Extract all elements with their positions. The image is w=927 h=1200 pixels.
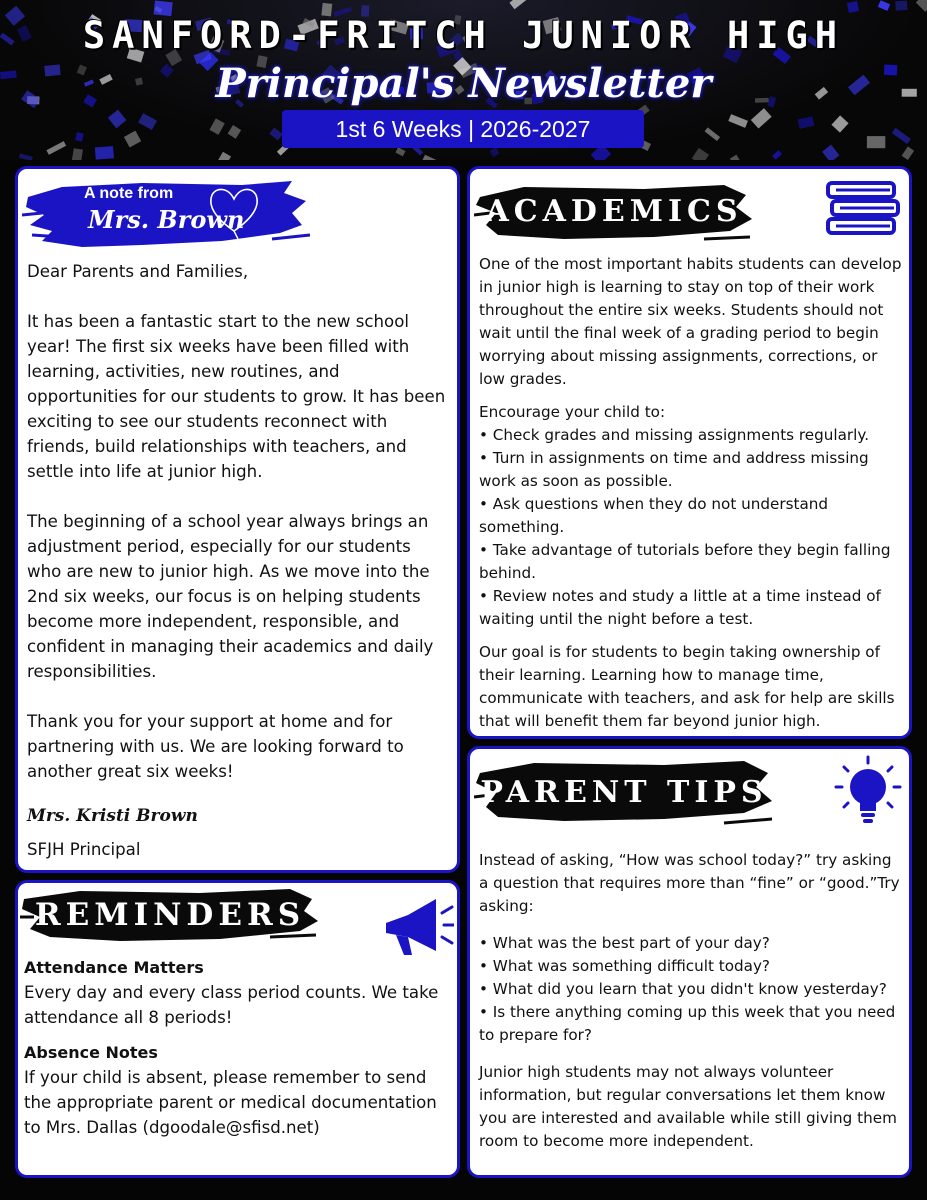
confetti-piece: [878, 0, 890, 11]
letter-paragraph-3: Thank you for your support at home and for partnering with us. We are looking forward to another great six weeks!: [27, 712, 404, 781]
note-author: Mrs. Brown: [88, 205, 245, 234]
school-name: SANFORD-FRITCH JUNIOR HIGH: [82, 14, 845, 57]
academics-encourage: Encourage your child to:: [479, 403, 666, 421]
confetti-piece: [95, 146, 114, 159]
academics-panel: [467, 166, 912, 739]
reminder-heading-1: Attendance Matters: [24, 958, 204, 977]
term-label: 1st 6 Weeks | 2026-2027: [335, 115, 591, 142]
confetti-piece: [138, 113, 157, 130]
reminder-heading-2: Absence Notes: [24, 1043, 158, 1062]
confetti-piece: [751, 108, 772, 128]
tips-intro: Instead of asking, “How was school today?” try asking a question that requires more than “fine” or “good.”Try asking:: [479, 851, 900, 915]
confetti-piece: [490, 147, 500, 157]
reminders-panel: [15, 880, 460, 1178]
confetti-piece: [772, 150, 782, 160]
confetti-piece: [831, 115, 848, 132]
confetti-piece: [509, 0, 528, 9]
megaphone-icon: [378, 893, 454, 959]
lightbulb-icon: [832, 753, 904, 833]
reminders-title: REMINDERS: [34, 897, 306, 933]
academics-title: ACADEMICS: [485, 193, 743, 229]
confetti-piece: [395, 147, 405, 156]
confetti-piece: [75, 132, 84, 141]
confetti-piece: [72, 148, 83, 160]
list-item: • Check grades and missing assignments regularly.: [479, 424, 905, 447]
academics-list: [479, 424, 905, 631]
books-icon: [824, 179, 902, 241]
note-from-banner: [22, 175, 312, 251]
newsletter-header: [0, 0, 927, 160]
letter-body: [27, 259, 447, 862]
confetti-piece: [228, 125, 242, 139]
note-from-label: A note from: [84, 185, 174, 202]
list-item: • Is there anything coming up this week that you need to prepare for?: [479, 1001, 905, 1047]
list-item: • Review notes and study a little at a time instead of waiting until the night before a test.: [479, 585, 905, 631]
confetti-piece: [108, 110, 127, 129]
confetti-piece: [217, 152, 231, 160]
confetti-piece: [728, 114, 748, 128]
tips-list: [479, 932, 905, 1047]
confetti-piece: [269, 128, 282, 141]
tips-heading-banner: [474, 757, 774, 827]
term-band: [282, 110, 644, 148]
letter-greeting: Dear Parents and Families,: [27, 262, 249, 281]
heart-icon: [204, 181, 264, 239]
list-item: • What was the best part of your day?: [479, 932, 905, 955]
academics-heading-banner: [474, 179, 754, 243]
list-item: • Take advantage of tutorials before they begin falling behind.: [479, 539, 905, 585]
newsletter-title: Principal's Newsletter: [215, 60, 712, 107]
confetti-piece: [422, 155, 442, 160]
confetti-piece: [916, 0, 927, 12]
confetti-piece: [46, 141, 66, 155]
confetti-piece: [730, 155, 741, 160]
reminder-text-1: Every day and every class period counts. We take attendance all 8 periods!: [24, 983, 439, 1027]
academics-intro: One of the most important habits students can develop in junior high is learning to stay on top of their work throughout the entire six weeks. Students should not wait until the final week of a grading period to begin worrying about missing assignments, corrections, or low grades.: [479, 255, 902, 388]
list-item: • Turn in assignments on time and address missing work as soon as possible.: [479, 447, 905, 493]
confetti-piece: [895, 1, 907, 11]
confetti-piece: [892, 128, 911, 144]
list-item: • What was something difficult today?: [479, 955, 905, 978]
reminder-text-2: If your child is absent, please remember to send the appropriate parent or medical documentation to Mrs. Dallas (dgoodale@sfisd.net): [24, 1068, 437, 1137]
confetti-piece: [867, 136, 885, 148]
tips-title: PARENT TIPS: [480, 774, 768, 810]
reminders-body: [24, 955, 449, 1140]
principal-role: SFJH Principal: [27, 840, 141, 859]
letter-paragraph-1: It has been a fantastic start to the new school year! The first six weeks have been filled with learning, activities, new routines, and opportunities for our students to grow. It has been exciting to see our students reconnect with friends, build relationships with teachers, and settle into life at junior high.: [27, 312, 446, 481]
list-item: • What did you learn that you didn't know yesterday?: [479, 978, 905, 1001]
confetti-piece: [124, 131, 141, 148]
confetti-piece: [209, 118, 224, 134]
signature: Mrs. Kristi Brown: [27, 806, 198, 826]
letter-paragraph-2: The beginning of a school year always brings an adjustment period, especially for our students who are new to junior high. As we move into the 2nd six weeks, our focus is on helping students become more independent, responsible, and confident in managing their academics and daily responsibilities.: [27, 512, 434, 681]
confetti-piece: [705, 127, 720, 141]
parent-tips-panel: [467, 746, 912, 1178]
confetti-piece: [798, 116, 815, 129]
reminders-heading-banner: [20, 887, 320, 943]
tips-body: [479, 849, 905, 1153]
list-item: • Ask questions when they do not understand something.: [479, 493, 905, 539]
confetti-piece: [19, 154, 33, 161]
principal-letter-panel: [15, 166, 460, 873]
academics-closing: Our goal is for students to begin taking ownership of their learning. Learning how to manage time, communicate with teachers, and ask for help are skills that will benefit them far beyond junior high.: [479, 643, 895, 730]
tips-closing: Junior high students may not always volunteer information, but regular conversations let them know you are interested and available while still giving them room to become more independent.: [479, 1063, 897, 1150]
confetti-piece: [822, 145, 839, 160]
academics-body: [479, 253, 905, 733]
confetti-piece: [902, 147, 915, 160]
confetti-piece: [692, 148, 709, 160]
confetti-piece: [847, 1, 859, 13]
